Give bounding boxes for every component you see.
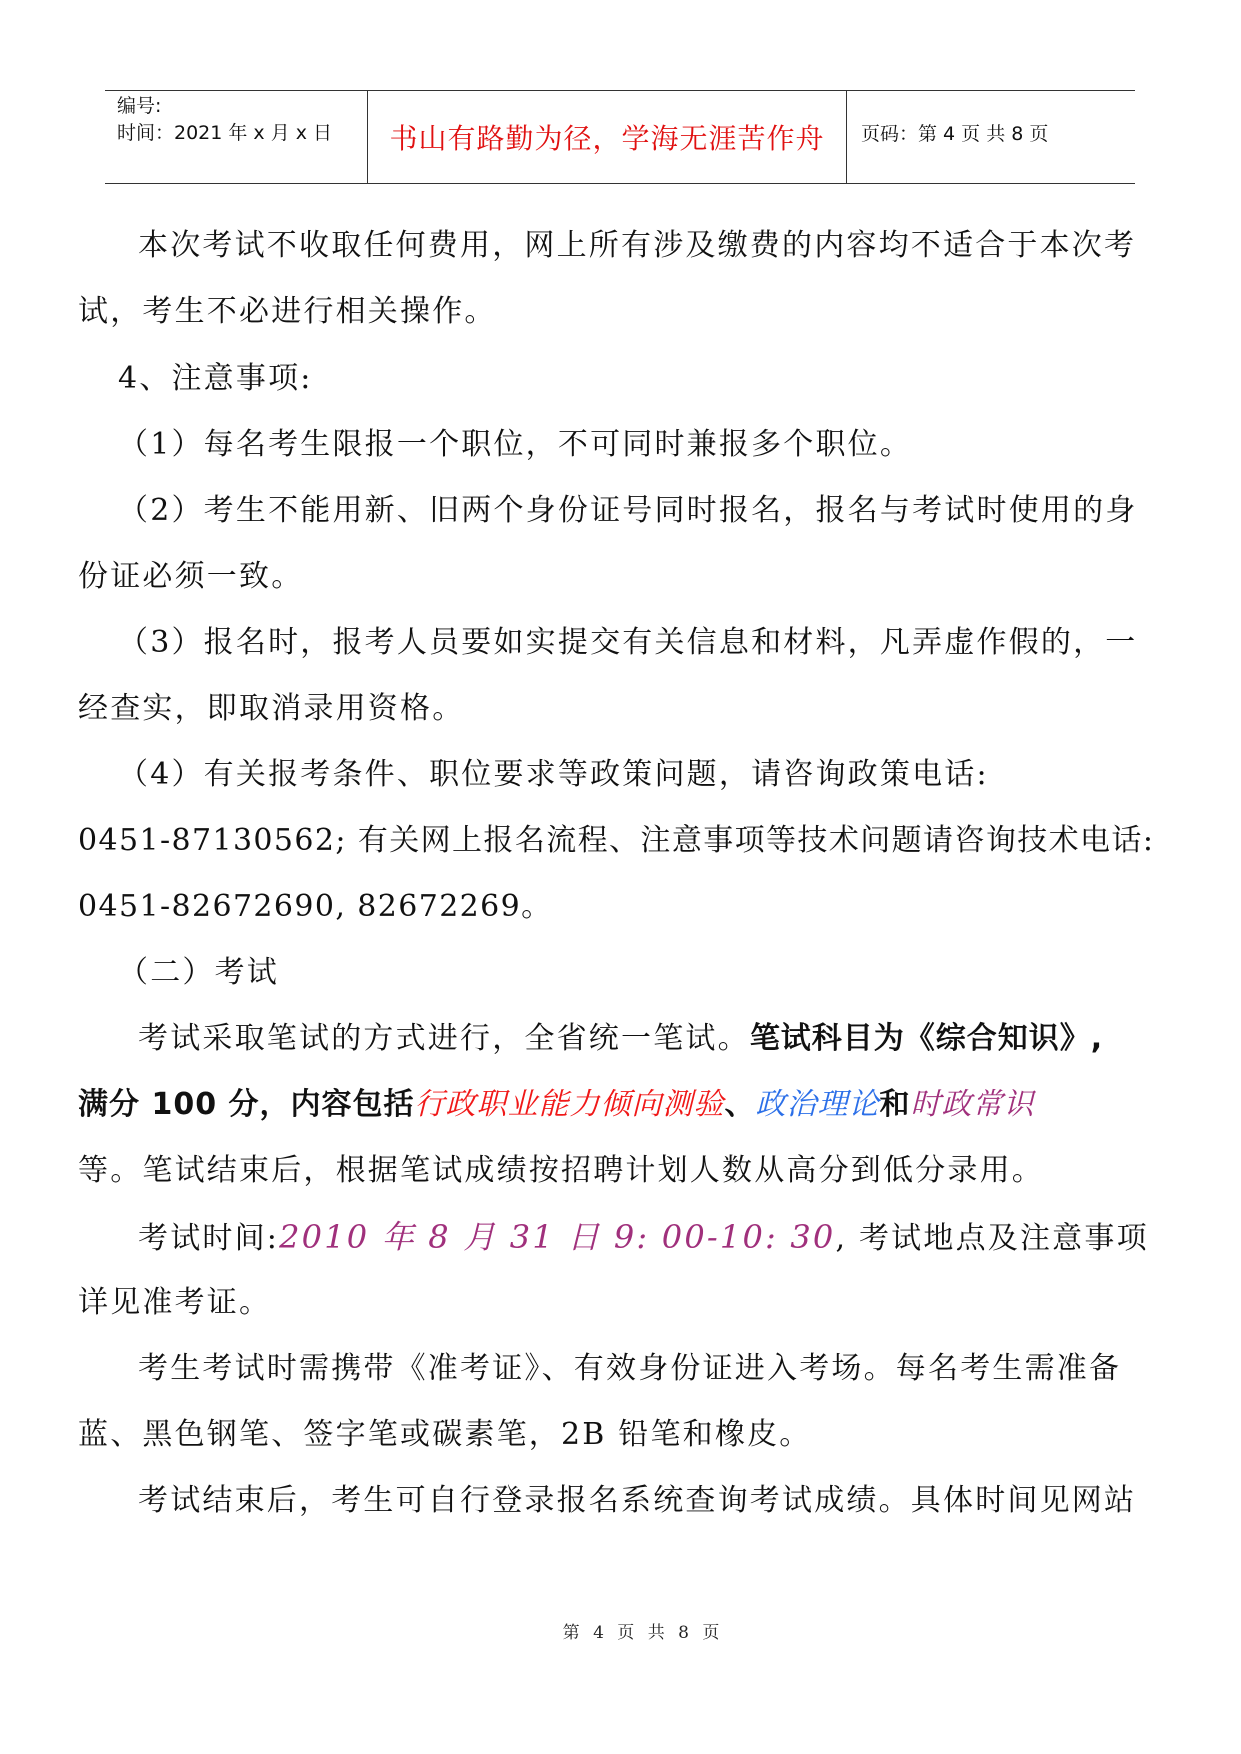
exam-location-text: , 考试地点及注意事项 [835, 1221, 1149, 1256]
exam-topic-current-affairs: 时政常识 [910, 1087, 1035, 1122]
document-time-label: 时间：2021 年 x 月 x 日 [117, 122, 333, 144]
exam-paragraph-line-1 [78, 1006, 1168, 1072]
exam-topic-politics: 政治理论 [755, 1087, 880, 1122]
exam-paragraph-line-2 [78, 1072, 1168, 1138]
exam-paragraph-line-3: 等。笔试结束后，根据笔试成绩按招聘计划人数从高分到低分录用。 [78, 1153, 1044, 1188]
section-heading-exam: （二）考试 [118, 955, 279, 990]
exam-date-time: 2010 年 8 月 31 日 9: 00-10: 30 [279, 1218, 836, 1256]
exam-topic-and: 和 [879, 1087, 911, 1122]
note-item-1: （1）每名考生限报一个职位，不可同时兼报多个职位。 [118, 427, 913, 462]
page-footer: 第 4 页 共 8 页 [562, 1623, 724, 1643]
header-motto: 书山有路勤为径，学海无涯苦作舟 [389, 122, 825, 155]
header-motto-cell [367, 91, 847, 183]
exam-topic-aptitude: 行政职业能力倾向测验 [414, 1087, 725, 1122]
exam-time-label: 考试时间: [138, 1221, 280, 1256]
header-page-cell [847, 91, 1135, 183]
exam-method-text: 考试采取笔试的方式进行，全省统一笔试。 [138, 1021, 750, 1056]
header-page-number: 页码：第 4 页 共 8 页 [861, 123, 1049, 145]
header-meta-cell [105, 91, 367, 183]
exam-carry-line-1: 考生考试时需携带《准考证》、有效身份证进入考场。每名考生需准备 [138, 1351, 1122, 1386]
note-item-3-line-1: （3）报名时，报考人员要如实提交有关信息和材料，凡弄虚作假的，一 [118, 625, 1138, 660]
exam-result-line-1: 考试结束后，考生可自行登录报名系统查询考试成绩。具体时间见网站 [138, 1483, 1137, 1518]
exam-time-line-1 [78, 1204, 1168, 1272]
section-heading-notes: 4、注意事项: [118, 361, 313, 396]
note-item-2-line-2: 份证必须一致。 [78, 559, 304, 594]
paragraph-fee-line-1: 本次考试不收取任何费用，网上所有涉及缴费的内容均不适合于本次考 [138, 228, 1137, 263]
note-item-3-line-2: 经查实，即取消录用资格。 [78, 691, 465, 726]
page-header [105, 90, 1135, 184]
document-number-label: 编号: [117, 95, 162, 117]
exam-topic-separator: 、 [724, 1087, 756, 1122]
note-item-2-line-1: （2）考生不能用新、旧两个身份证号同时报名，报名与考试时使用的身 [118, 493, 1138, 528]
paragraph-fee-line-2: 试，考生不必进行相关操作。 [78, 294, 497, 329]
exam-time-line-2: 详见准考证。 [78, 1285, 272, 1320]
note-item-4-line-2: 0451-87130562; 有关网上报名流程、注意事项等技术问题请咨询技术电话: [78, 823, 1155, 858]
note-item-4-line-1: （4）有关报考条件、职位要求等政策问题，请咨询政策电话: [118, 757, 989, 792]
exam-subject-text: 笔试科目为《综合知识》, [749, 1021, 1104, 1056]
note-item-4-line-3: 0451-82672690, 82672269。 [78, 889, 553, 924]
exam-carry-line-2: 蓝、黑色钢笔、签字笔或碳素笔，2B 铅笔和橡皮。 [78, 1417, 812, 1452]
exam-score-text: 满分 100 分，内容包括 [78, 1087, 415, 1122]
